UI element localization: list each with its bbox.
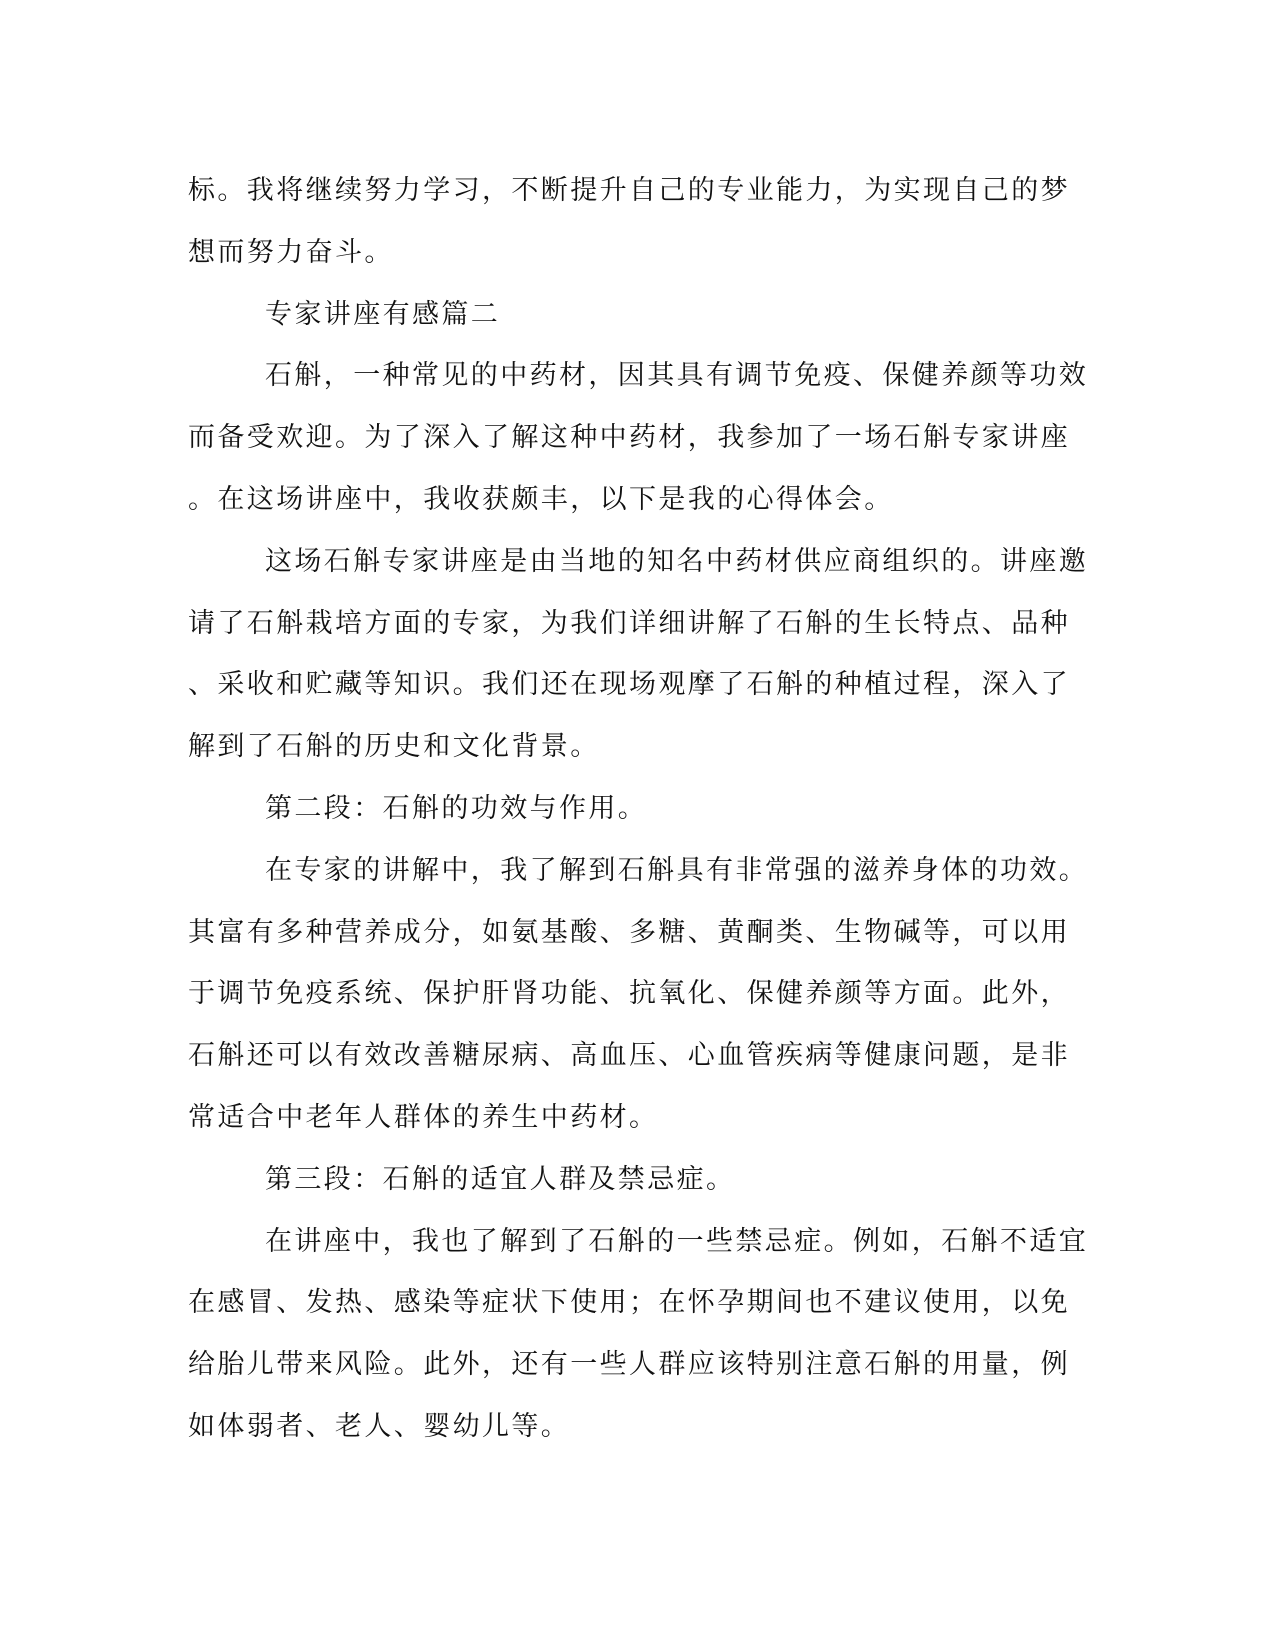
text-line: 而备受欢迎。为了深入了解这种中药材，我参加了一场石斛专家讲座 bbox=[188, 422, 1070, 454]
text-line: 如体弱者、老人、婴幼儿等。 bbox=[188, 1410, 571, 1442]
text-line: 于调节免疫系统、保护肝肾功能、抗氧化、保健养颜等方面。此外， bbox=[188, 978, 1070, 1010]
text-line: 石斛，一种常见的中药材，因其具有调节免疫、保健养颜等功效 bbox=[265, 360, 1089, 392]
text-line: 。在这场讲座中，我收获颇丰，以下是我的心得体会。 bbox=[188, 483, 894, 515]
text-line: 常适合中老年人群体的养生中药材。 bbox=[188, 1101, 659, 1133]
text-line: 其富有多种营养成分，如氨基酸、多糖、黄酮类、生物碱等，可以用 bbox=[188, 916, 1070, 948]
text-line: 解到了石斛的历史和文化背景。 bbox=[188, 731, 600, 763]
section-heading: 第二段：石斛的功效与作用。 bbox=[265, 792, 648, 824]
text-line: 这场石斛专家讲座是由当地的知名中药材供应商组织的。讲座邀 bbox=[265, 545, 1089, 577]
text-line: 、采收和贮藏等知识。我们还在现场观摩了石斛的种植过程，深入了 bbox=[188, 669, 1070, 701]
text-line: 在讲座中，我也了解到了石斛的一些禁忌症。例如，石斛不适宜 bbox=[265, 1225, 1089, 1257]
section-heading: 专家讲座有感篇二 bbox=[265, 298, 501, 330]
section-heading: 第三段：石斛的适宜人群及禁忌症。 bbox=[265, 1163, 736, 1195]
document-body bbox=[188, 160, 1088, 1458]
text-line: 标。我将继续努力学习，不断提升自己的专业能力，为实现自己的梦 bbox=[188, 175, 1070, 206]
text-line: 给胎儿带来风险。此外，还有一些人群应该特别注意石斛的用量，例 bbox=[188, 1349, 1070, 1381]
text-line: 在感冒、发热、感染等症状下使用；在怀孕期间也不建议使用，以免 bbox=[188, 1287, 1070, 1319]
text-line: 石斛还可以有效改善糖尿病、高血压、心血管疾病等健康问题，是非 bbox=[188, 1040, 1070, 1072]
text-line: 在专家的讲解中，我了解到石斛具有非常强的滋养身体的功效。 bbox=[265, 854, 1089, 886]
text-line: 请了石斛栽培方面的专家，为我们详细讲解了石斛的生长特点、品种 bbox=[188, 607, 1070, 639]
text-line: 想而努力奋斗。 bbox=[188, 236, 394, 268]
